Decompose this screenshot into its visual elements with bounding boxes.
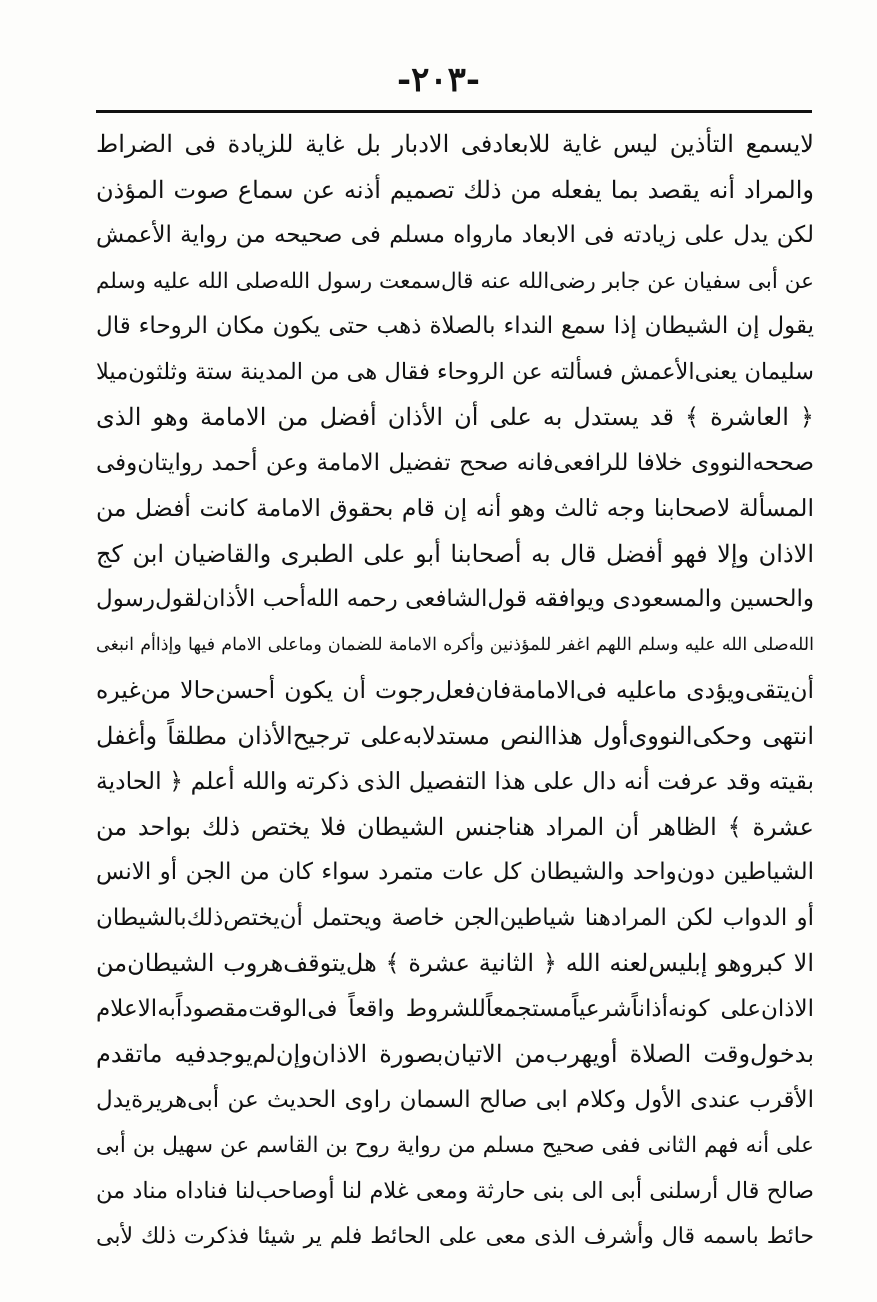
text-line: بدخول‌وقت الصلاة أويهرب‌من الاتيان‌بصورة الاذان‌وإن‌لم‌يوجد‌فيه ماتقدم: [96, 1040, 814, 1068]
text-line: أو الدواب لكن المرادهنا شياطين‌الجن خاصة ويحتمل أن‌يختص‌ذلك‌بالشيطان: [96, 904, 814, 931]
text-line: لايسمع التأذين ليس غاية للابعادفى الادبار بل غاية للزيادة فى الضراط: [96, 130, 814, 158]
text-line: يقول إن الشيطان إذا سمع النداء بالصلاة ذهب حتى يكون مكان الروحاء قال: [96, 313, 814, 339]
text-line: صححه‌النووى خلافا للرافعى‌فانه صحح تفضيل الامامة وعن أحمد روايتان‌وفى: [96, 449, 814, 476]
text-line: انتهى وحكى‌النووى‌أول هذاالنص مستدلابه‌على ترجيح‌الأذان مطلقاً وأغفل: [96, 721, 814, 750]
text-line: أن‌يتقى‌ويؤدى ماعليه فى‌الامامة‌فان‌فعل‌رجوت أن يكون أحسن‌حالا من‌غيره: [96, 676, 814, 704]
text-line: لكن يدل على زيادته فى الابعاد مارواه مسلم فى صحيحه من رواية الأعمش: [96, 222, 814, 248]
text-line: سليمان يعنى‌الأعمش فسألته عن الروحاء فقال هى من المدينة ستة وثلثون‌ميلا: [96, 358, 814, 385]
header-rule: [96, 110, 812, 113]
text-line: على أنه فهم الثانى ففى صحيح مسلم من رواية روح بن القاسم عن سهيل بن أبى: [96, 1133, 814, 1158]
text-line: الاذان‌على كونه‌أذاناً‌شرعياً‌مستجمعاً‌للشروط واقعاً فى‌الوقت‌مقصوداً‌به‌الاعلام: [96, 995, 814, 1022]
text-line: الأقرب عندى الأول وكلام ابى صالح السمان راوى الحديث عن أبى‌هريرة‌يدل: [96, 1086, 814, 1113]
text-line: الله‌صلى الله عليه وسلم اللهم اغفر للمؤذنين وأكره الامامة للضمان وماعلى الامام فيها وإذاأم انبغى: [96, 634, 814, 655]
text-line: بقيته وقد عرفت أنه دال على هذا التفصيل الذى ذكرته والله أعلم ﴿ الحادية: [96, 767, 814, 795]
text-line: الشياطين دون‌واحد والشيطان كل عات متمرد سواء كان من الجن أو الانس: [96, 859, 814, 885]
text-line: صالح قال أرسلنى أبى الى بنى حارثة ومعى غلام لنا أوصاحب‌لنا فناداه مناد من: [96, 1177, 814, 1204]
body-text: [96, 122, 814, 1260]
text-line: عن أبى سفيان عن جابر رضى‌الله عنه قال‌سمعت رسول الله‌صلى الله عليه وسلم: [96, 268, 814, 294]
page-number: -٢٠٣-: [396, 60, 481, 100]
text-line: الا كبروهو إبليس‌لعنه الله ﴿ الثانية عشرة ﴾ هل‌يتوقف‌هروب الشيطان‌من: [96, 949, 814, 977]
text-line: عشرة ﴾ الظاهر أن المراد هناجنس الشيطان فلا يختص ذلك بواحد من: [96, 812, 814, 841]
text-line: والمراد أنه يقصد بما يفعله من ذلك تصميم أذنه عن سماع صوت المؤذن: [96, 175, 814, 204]
text-line: ﴿ العاشرة ﴾ قد يستدل به على أن الأذان أفضل من الامامة وهو الذى: [96, 403, 814, 431]
text-line: والحسين والمسعودى ويوافقه قول‌الشافعى رحمه الله‌أحب الأذان‌لقول‌رسول: [96, 586, 814, 612]
text-line: المسألة لاصحابنا وجه ثالث وهو أنه إن قام بحقوق الامامة كانت أفضل من: [96, 494, 814, 522]
text-line: حائط باسمه قال وأشرف الذى معى على الحائط فلم ير شيئا فذكرت ذلك لأبى: [96, 1224, 814, 1249]
text-line: الاذان وإلا فهو أفضل قال به أصحابنا أبو على الطبرى والقاضيان ابن كج: [96, 539, 814, 568]
